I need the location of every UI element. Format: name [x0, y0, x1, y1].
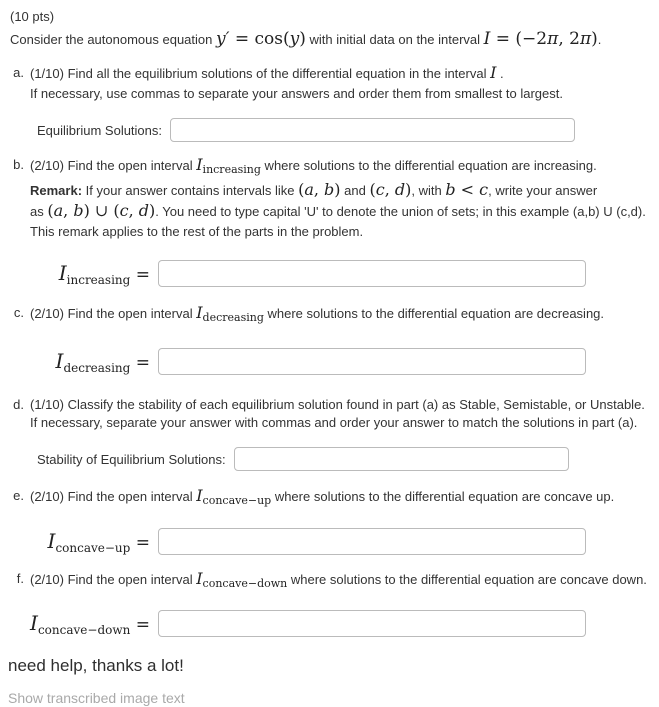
- part-b-remark-1: Remark: If your answer contains intervals like (a, b) and (c, d), with b < c, write your answer: [30, 180, 598, 199]
- part-d-line-1: (1/10) Classify the stability of each equilibrium solution found in part (a) as Stable, Semistable, or Unstable.: [30, 397, 645, 412]
- part-b-remark-3: This remark applies to the rest of the parts in the problem.: [30, 224, 364, 239]
- part-c-letter: c.: [13, 305, 24, 320]
- i-increasing-label: Iincreasing =: [58, 260, 150, 287]
- i-decreasing-input[interactable]: [158, 348, 586, 375]
- part-a-line-1: (1/10) Find all the equilibrium solutions of the differential equation in the interval I .: [30, 63, 504, 82]
- part-f-letter: f.: [16, 571, 24, 586]
- i-concave-up-label: Iconcave−up =: [47, 528, 150, 555]
- part-e-line-1: (2/10) Find the open interval $I_{concave-up}$ where solutions to the differential equation are concave up.: [30, 486, 615, 507]
- stability-label: Stability of Equilibrium Solutions:: [37, 451, 226, 467]
- part-a: [0, 63, 659, 146]
- part-a-letter: a.: [13, 65, 24, 80]
- part-d-line-2: If necessary, separate your answer with commas and order your answer to match the solutions in part (a).: [30, 415, 638, 430]
- student-help-note: need help, thanks a lot!: [8, 656, 184, 675]
- i-concave-down-label: Iconcave−down =: [30, 610, 150, 637]
- part-d: [0, 395, 659, 475]
- stability-input[interactable]: [234, 447, 569, 471]
- part-c-line-1: (2/10) Find the open interval $I_{decreasing}$ where solutions to the differential equation are decreasing.: [30, 303, 605, 324]
- i-decreasing-label: Idecreasing =: [55, 348, 150, 375]
- part-b: [0, 155, 659, 291]
- equilibrium-solutions-input[interactable]: [170, 118, 575, 142]
- equilibrium-solutions-label: Equilibrium Solutions:: [37, 122, 163, 138]
- part-a-line-2: If necessary, use commas to separate your answers and order them from smallest to largest.: [30, 86, 563, 101]
- i-concave-down-input[interactable]: [158, 610, 586, 637]
- part-e-letter: e.: [13, 488, 24, 503]
- part-e: [0, 486, 659, 559]
- part-b-line-1: (2/10) Find the open interval $I_{increasing}$ where solutions to the differential equation are increasing.: [30, 155, 597, 176]
- part-b-letter: b.: [13, 157, 24, 172]
- show-transcribed-link[interactable]: Show transcribed image text: [8, 690, 185, 706]
- part-f-line-1: (2/10) Find the open interval $I_{concave-down}$ where solutions to the differential equation are concave down.: [30, 569, 647, 590]
- part-c: [0, 303, 659, 379]
- problem-intro: Consider the autonomous equation y′ = cos(y) with initial data on the interval I = (−2π, 2π).: [10, 29, 602, 49]
- i-concave-up-input[interactable]: [158, 528, 586, 555]
- part-d-letter: d.: [13, 397, 24, 412]
- i-increasing-input[interactable]: [158, 260, 586, 287]
- part-f: [0, 569, 659, 641]
- part-b-remark-2: as (a, b) ∪ (c, d). You need to type capital 'U' to denote the union of sets; in this example (a,b) U (c,d).: [30, 201, 646, 220]
- points-label: (10 pts): [10, 9, 55, 24]
